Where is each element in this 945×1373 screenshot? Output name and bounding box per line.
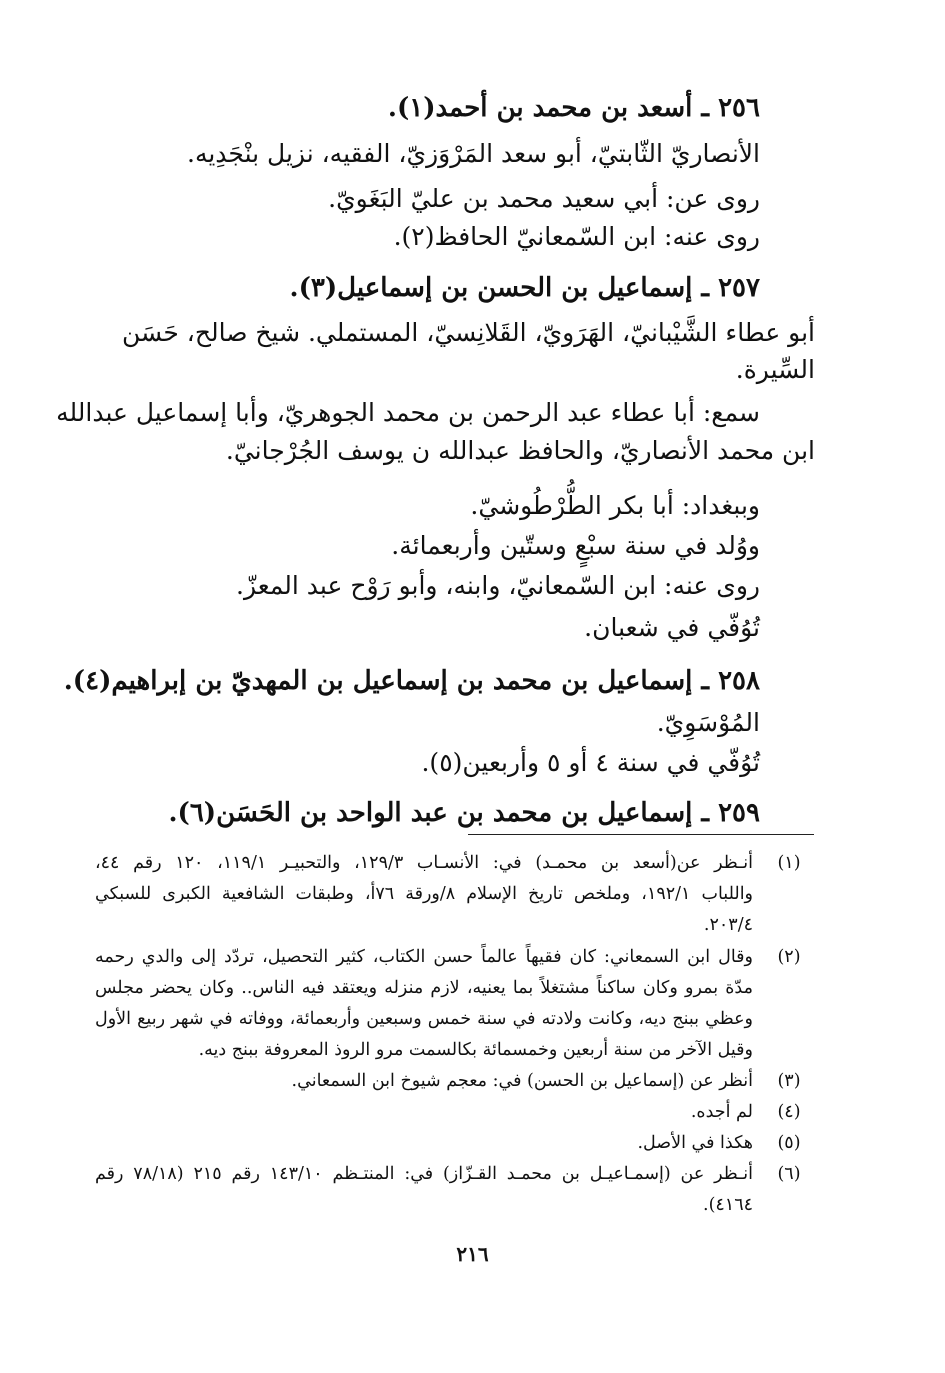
entry-256-narrated-from: روى عن: أبي سعيد محمد بن عليّ البَغَويّ. — [328, 184, 760, 213]
entry-257-heard-from: سمع: أبا عطاء عبد الرحمن بن محمد الجوهريّ، وأبا إسماعيل عبدالله — [56, 398, 760, 427]
entry-256-narrated-by: روى عنه: ابن السّمعانيّ الحافظ(٢). — [393, 222, 760, 251]
entry-257-description-cont: السِّيرة. — [735, 355, 815, 384]
entry-257-death: تُوُفّي في شعبان. — [584, 613, 760, 642]
entry-258-death: تُوُفّي في سنة ٤ أو ٥ وأربعين(٥). — [421, 748, 760, 777]
entry-257-heard-from-cont: ابن محمد الأنصاريّ، والحافظ عبدالله ن يوسف الجُرْجانيّ. — [225, 436, 815, 465]
footnote-text: هكذا في الأصل. — [637, 1133, 753, 1153]
footnote-number: (٦) — [777, 1164, 801, 1184]
entry-257-narrated-by: روى عنه: ابن السّمعانيّ، وابنه، وأبو رَوْح عبد المعزّ. — [236, 571, 760, 600]
footnote-number: (١) — [777, 853, 801, 873]
footnote-number: (٥) — [777, 1133, 801, 1153]
entry-257-baghdad: وببغداد: أبا بكر الطُّرْطُوشيّ. — [470, 491, 760, 520]
entry-259-heading: ٢٥٩ ـ إسماعيل بن محمد بن عبد الواحد بن الحَسَن(٦). — [168, 798, 760, 828]
entry-257-birth: ووُلد في سنة سبْعٍ وستّين وأربعمائة. — [391, 531, 760, 560]
entry-256-nisba: الأنصاريّ الثّابتيّ، أبو سعد المَرْوَزيّ، الفقيه، نزيل بنْجَدِيه. — [187, 139, 760, 168]
entry-257-description: أبو عطاء الشَّيْبانيّ، الهَرَويّ، القَلانِسيّ، المستملي. شيخ صالح، حَسَن — [122, 318, 815, 347]
footnote-text: أنظر عن (إسماعيل بن الحسن) في: معجم شيوخ ابن السمعاني. — [291, 1071, 753, 1091]
footnote-separator — [468, 834, 814, 835]
footnote-text: وقال ابن السمعاني: كان فقيهاً عالماً حسن الكتاب، كثير التحصيل، تردّد إلى والدي رحمه مدّة بمرو وكان ساكناً مشتغلاً بما يعنيه، لازم منزله ويعتقد فيه الناس.. وكان يحضر مجلس وعظي ببنج ديه، وكانت ولادته في سنة خمس وسبعين وأربعمائة، ووفاته في شهر ربيع الأول وقيل الآخر من سنة أربعين وخمسمائة بكالسمت مرو الروذ المعروفة ببنج ديه. — [95, 947, 753, 1060]
entry-258-heading: ٢٥٨ ـ إسماعيل بن محمد بن إسماعيل بن المهديّ بن إبراهيم(٤). — [63, 666, 760, 696]
entry-257-heading: ٢٥٧ ـ إسماعيل بن الحسن بن إسماعيل(٣). — [289, 273, 760, 303]
entry-256-heading: ٢٥٦ ـ أسعد بن محمد بن أحمد(١). — [387, 93, 760, 123]
footnote-number: (٢) — [777, 947, 801, 967]
footnote-number: (٣) — [777, 1071, 801, 1091]
page-number: ٢١٦ — [456, 1242, 489, 1266]
footnote-text: أنـظر عن (إسمـاعيـل بن محمـد القـزّاز) في: المنتـظم ١٤٣/١٠ رقم ٢١٥ (٧٨/١٨ رقم ٤١٦٤). — [95, 1164, 754, 1215]
entry-258-nisba: المُوْسَوِيّ. — [656, 708, 760, 737]
footnote-number: (٤) — [777, 1102, 801, 1122]
footnote-text: أنـظر عن(أسعد بن محمـد) في: الأنسـاب ١٢٩/٣، والتحبيـر ١١٩/١، ١٢٠ رقم ٤٤، واللباب ١٩٢/١، وملخص تاريخ الإسلام ٨/ورقة ٧٦أ، وطبقات الشافعية الكبرى للسبكي ٢٠٣/٤. — [95, 853, 754, 935]
footnote-text: لم أجده. — [690, 1102, 753, 1122]
